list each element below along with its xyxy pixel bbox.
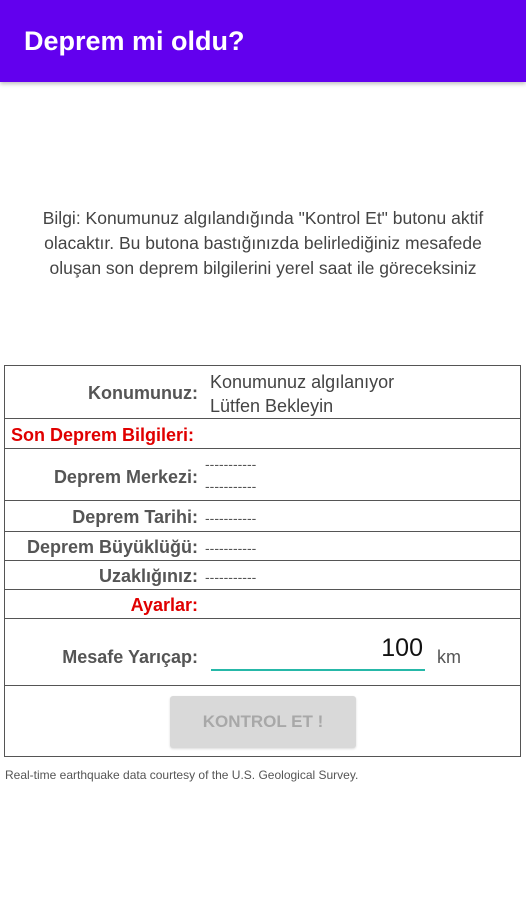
quake-center-label: Deprem Merkezi: xyxy=(53,467,198,487)
table-divider xyxy=(5,448,520,449)
radius-unit: km xyxy=(437,647,461,667)
quake-distance-label: Uzaklığınız: xyxy=(98,566,198,586)
data-attribution: Real-time earthquake data courtesy of the U.S. Geological Survey. xyxy=(5,768,359,782)
last-quake-heading: Son Deprem Bilgileri: xyxy=(11,425,195,445)
quake-magnitude-label: Deprem Büyüklüğü: xyxy=(26,537,198,557)
quake-magnitude-value: ----------- xyxy=(205,540,257,556)
radius-input-value[interactable]: 100 xyxy=(381,634,423,662)
table-divider xyxy=(5,531,520,532)
info-table xyxy=(4,365,521,757)
quake-date-label: Deprem Tarihi: xyxy=(72,507,198,527)
radius-input[interactable] xyxy=(211,635,425,671)
check-button[interactable] xyxy=(170,696,356,748)
table-divider xyxy=(5,589,520,590)
info-line: olacaktır. Bu butona bastığınızda belirlediğiniz mesafede xyxy=(44,233,482,253)
quake-distance-value: ----------- xyxy=(205,569,257,585)
location-status xyxy=(210,370,394,418)
quake-center-value: ----------- xyxy=(205,478,257,494)
info-text xyxy=(0,206,526,281)
check-button-label: KONTROL ET ! xyxy=(202,712,324,731)
table-divider xyxy=(5,618,520,619)
location-status-line: Konumunuz algılanıyor xyxy=(210,372,395,392)
table-divider xyxy=(5,418,520,419)
table-divider xyxy=(5,685,520,686)
quake-date-value: ----------- xyxy=(205,510,257,526)
table-divider xyxy=(5,500,520,501)
settings-heading: Ayarlar: xyxy=(130,595,198,615)
table-divider xyxy=(5,560,520,561)
location-label: Konumunuz: xyxy=(88,383,198,403)
radius-label: Mesafe Yarıçap: xyxy=(62,647,198,667)
radius-input-underline xyxy=(211,669,425,671)
info-line: oluşan son deprem bilgilerini yerel saat ile göreceksiniz xyxy=(49,258,477,278)
info-line: Bilgi: Konumunuz algılandığında "Kontrol Et" butonu aktif xyxy=(42,208,484,228)
app-title: Deprem mi oldu? xyxy=(24,26,245,56)
app-bar xyxy=(0,0,526,82)
location-status-line: Lütfen Bekleyin xyxy=(210,396,334,416)
quake-center-value: ----------- xyxy=(205,456,257,472)
